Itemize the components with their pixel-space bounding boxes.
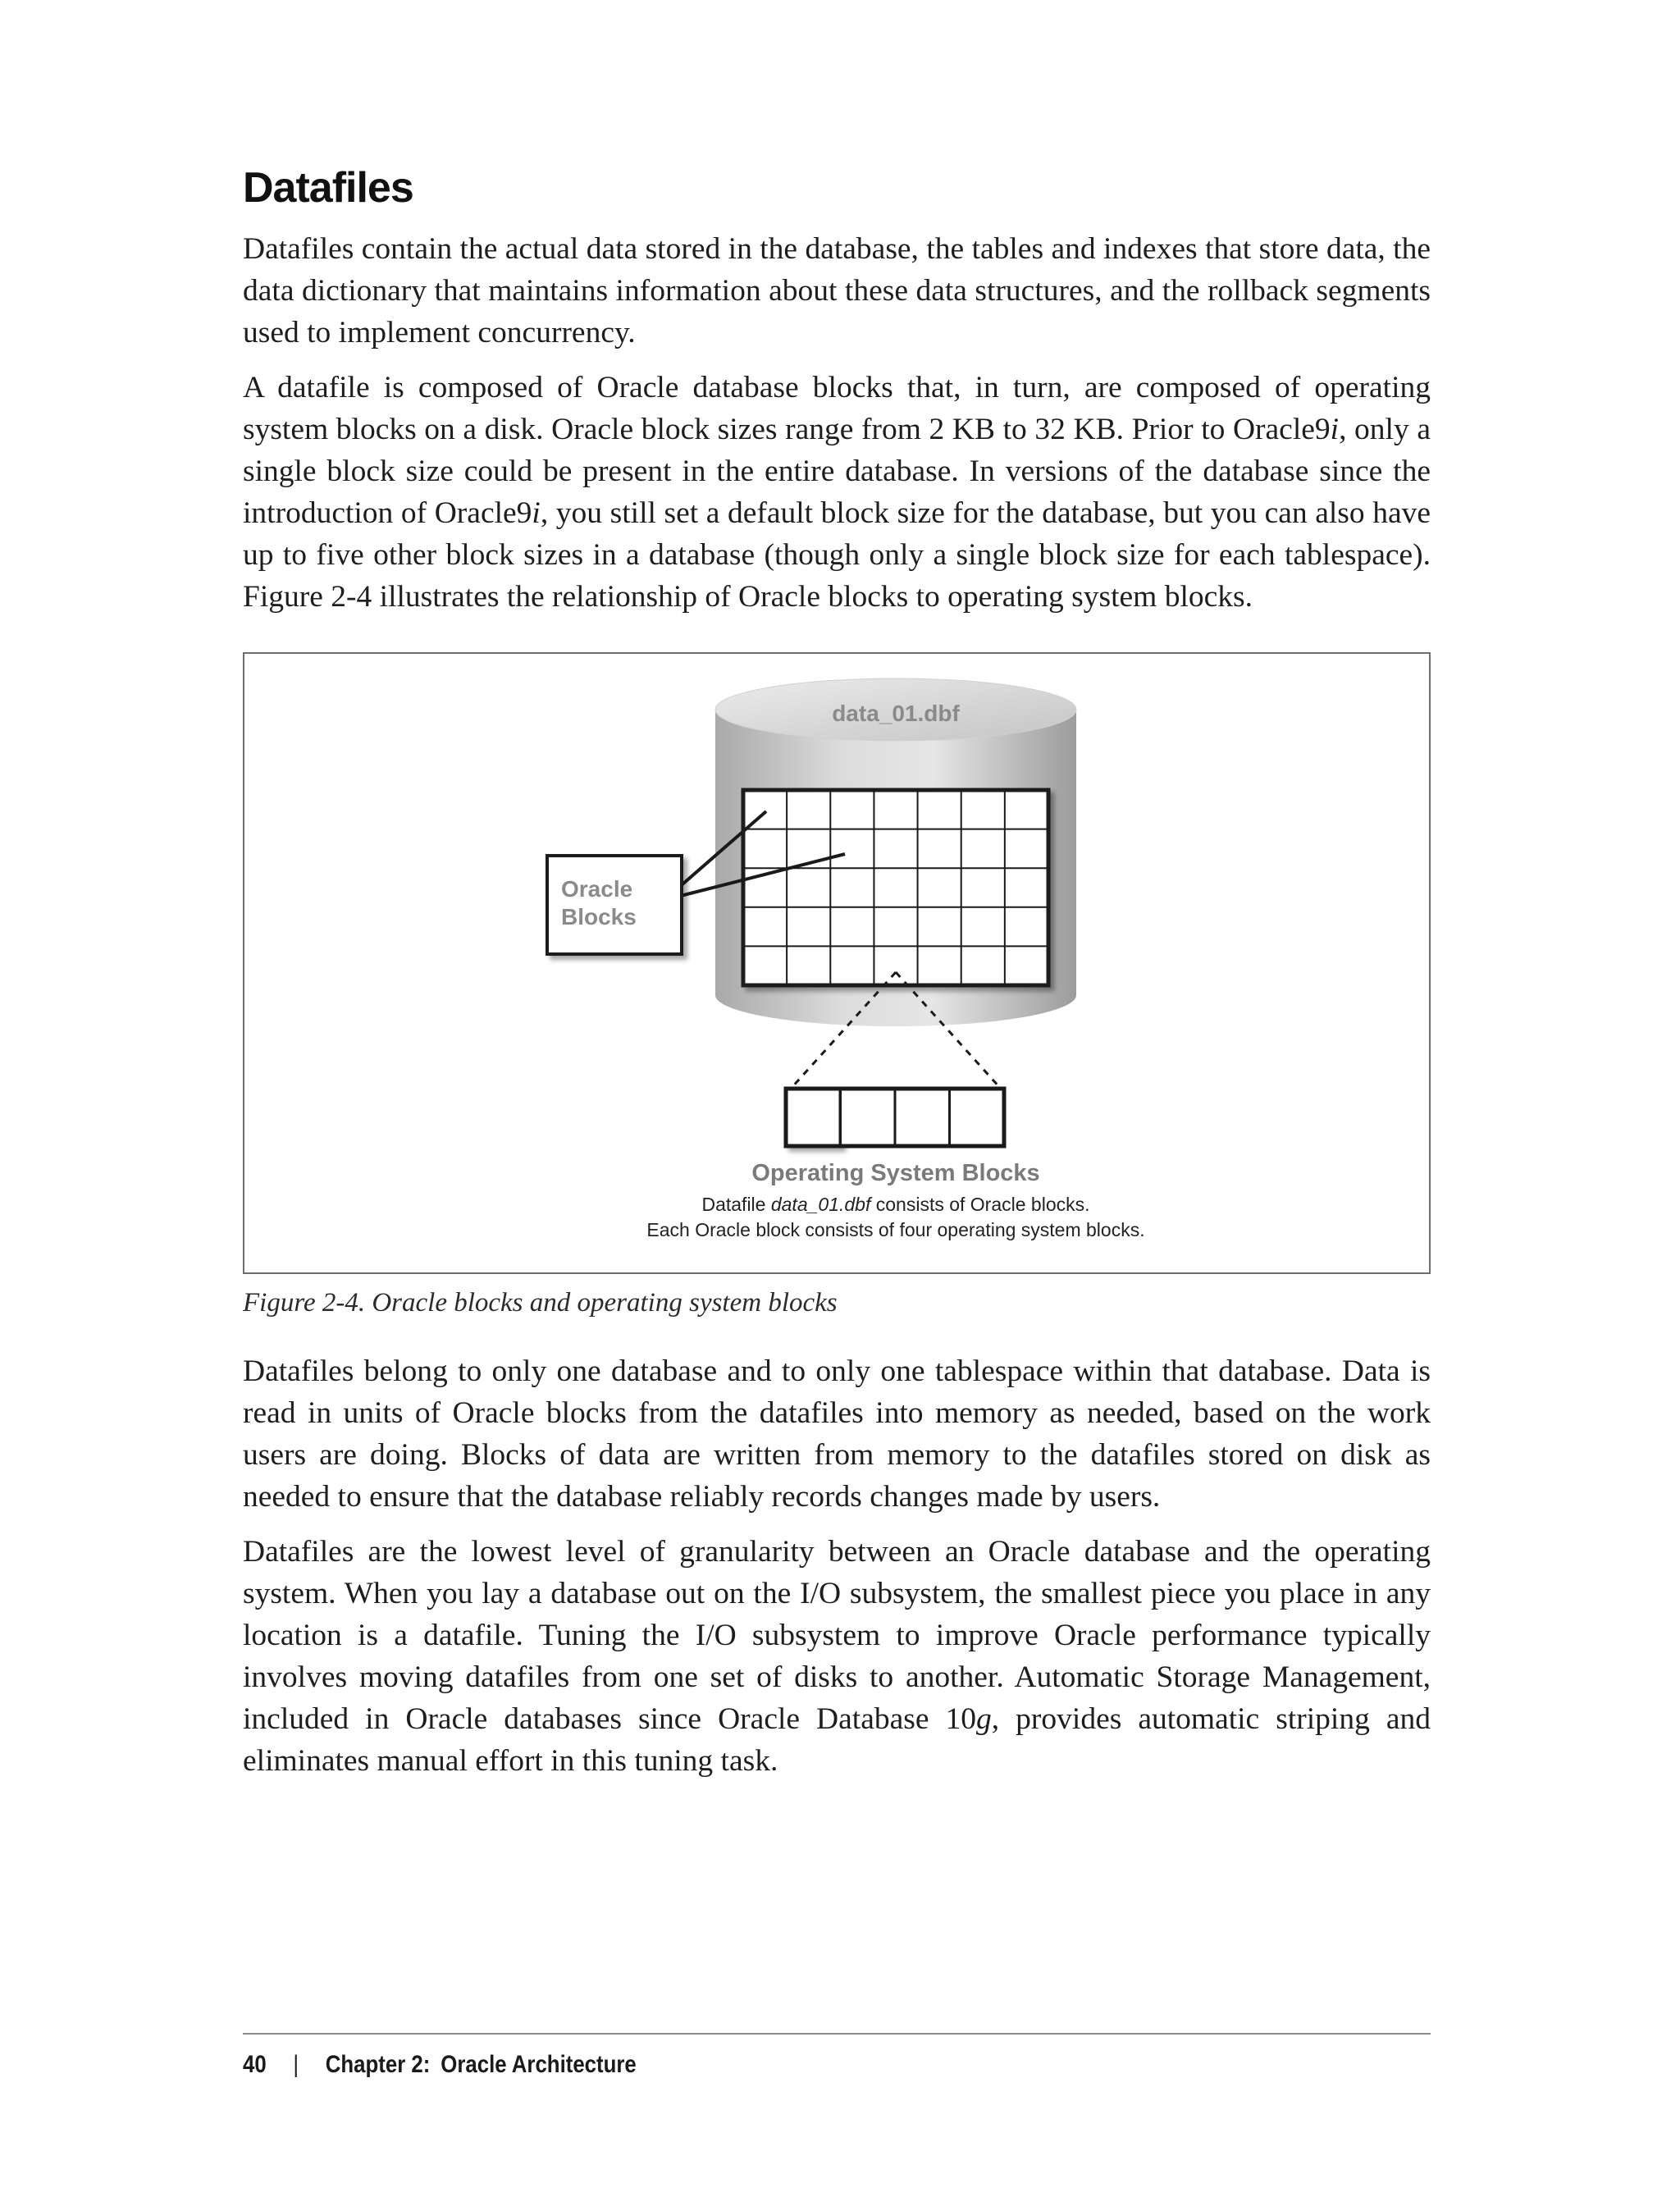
section-heading: Datafiles — [243, 164, 413, 212]
os-blocks-label: Operating System Blocks — [751, 1159, 1040, 1186]
paragraph-4-text-b: , provides automatic striping and eliminates manual effort in this tuning task. — [243, 1701, 1431, 1778]
oracle-block-grid — [743, 790, 1048, 985]
oracle-grid-frame — [743, 790, 1048, 985]
paragraph-4-text-a: Datafiles are the lowest level of granularity between an Oracle database and the operating system. When you lay a database out on the I/O subsystem, the smallest piece you place in any location is a datafile. Tuning the I/O subsystem to improve Oracle performance typically involves moving datafiles from one set of disks to another. Automatic Storage Management, included in Oracle databases since Oracle Database 10 — [243, 1534, 1431, 1736]
footer-separator: | — [293, 2051, 299, 2078]
paragraph-2 — [243, 367, 1431, 618]
figure-2-4 — [243, 652, 1431, 1274]
paragraph-4 — [243, 1531, 1431, 1782]
figure-diagram — [244, 654, 1429, 1272]
paragraph-2-text-c: , you still set a default block size for the database, but you can also have up to five other block sizes in a database (though only a single block size for each tablespace). Figure 2-4 illustrates the relationship of Oracle blocks to operating system blocks. — [243, 496, 1431, 614]
figure-description-line1-b: consists of Oracle blocks. — [870, 1193, 1090, 1215]
cylinder-label: data_01.dbf — [832, 700, 960, 726]
paragraph-3: Datafiles belong to only one database and to only one tablespace within that database. Data is read in units of Oracle blocks from the datafiles into memory as needed, based on the work users are doing. Blocks of data are written from memory to the datafiles stored on disk as needed to ensure that the database reliably records changes made by users. — [243, 1354, 1431, 1514]
page-number: 40 — [243, 2051, 267, 2078]
footer-text — [243, 2051, 1264, 2079]
os-block — [895, 1089, 950, 1146]
figure-caption: Figure 2-4. Oracle blocks and operating system blocks — [243, 1287, 838, 1318]
figure-description-line1-a: Datafile — [701, 1193, 771, 1215]
page-footer — [243, 2033, 1431, 2079]
figure-description-line1 — [701, 1194, 1089, 1215]
paragraph-2-text-a: A datafile is composed of Oracle database blocks that, in turn, are composed of operating system blocks on a disk. Oracle block sizes range from 2 KB to 32 KB. Prior to Oracle9 — [243, 370, 1431, 446]
oracle-blocks-label-line2: Blocks — [561, 903, 637, 929]
paragraph-1: Datafiles contain the actual data stored in the database, the tables and indexes that store data, the data dictionary that maintains information about these data structures, and the rollback segments used to implement concurrency. — [243, 231, 1431, 349]
paragraph-2-italic-i-b: i — [532, 496, 541, 530]
os-block — [950, 1089, 1005, 1146]
os-block — [786, 1089, 841, 1146]
os-block — [841, 1089, 896, 1146]
paragraph-2-italic-i-a: i — [1330, 412, 1340, 446]
page-body — [243, 164, 1431, 1795]
oracle-blocks-label-line1: Oracle — [561, 875, 633, 902]
figure-description-line1-italic: data_01.dbf — [770, 1193, 871, 1215]
chapter-title: Chapter 2: Oracle Architecture — [325, 2051, 637, 2078]
paragraph-4-italic-g: g — [976, 1701, 992, 1736]
os-block-row — [786, 1089, 1004, 1146]
figure-description-line2: Each Oracle block consists of four operating system blocks. — [646, 1218, 1145, 1240]
paragraph-2-text-b: , only a single block size could be present in the entire database. In versions of the database since the introduction of Oracle9 — [243, 412, 1431, 530]
